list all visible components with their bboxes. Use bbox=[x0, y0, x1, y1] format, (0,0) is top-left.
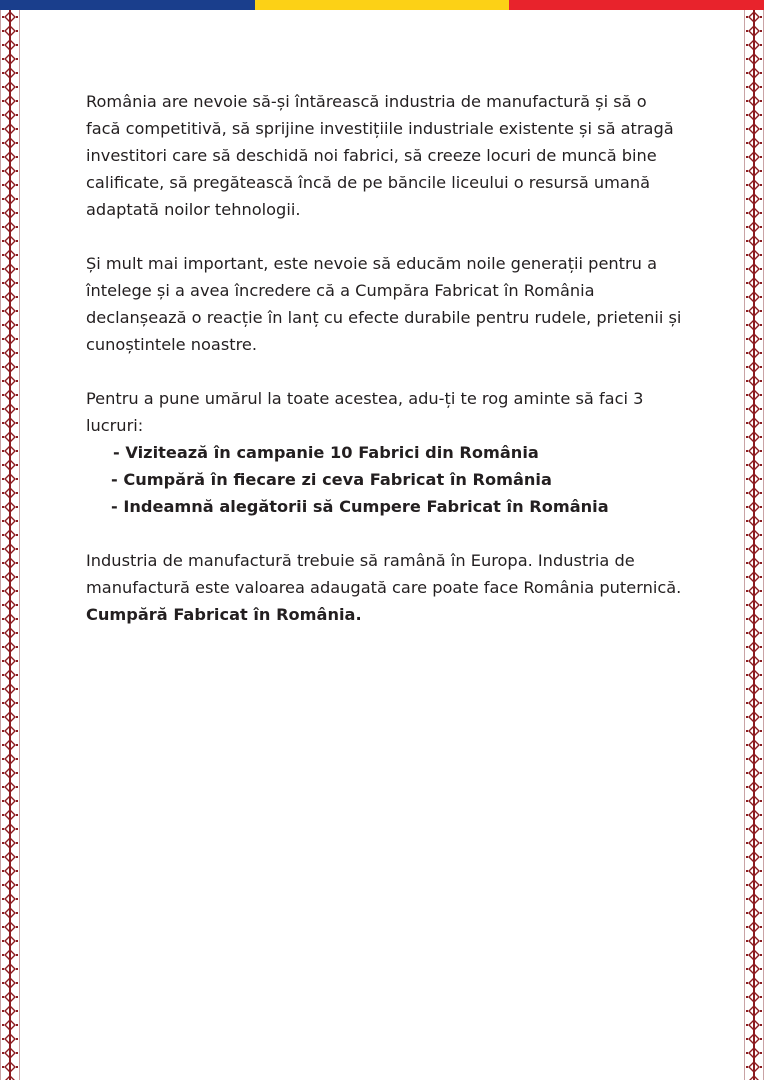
paragraph-industry-needs: România are nevoie să-și întărească industria de manufactură și să o facă competitivă, să sprijine investițiile industriale existente și să atragă investitori care să deschidă noi fabrici, să creeze locuri de muncă bine calificate, să pregătească încă de pe băncile liceului o resursă umană adaptată noilor tehnologii. bbox=[86, 92, 674, 219]
paragraph-three-things: Pentru a pune umărul la toate acestea, adu-ți te rog aminte să faci 3 lucruri: bbox=[86, 389, 644, 435]
right-folk-border bbox=[744, 10, 764, 1080]
flag-red-stripe bbox=[509, 0, 764, 10]
document-body bbox=[86, 88, 686, 628]
paragraph-manufacturing-europe: Industria de manufactură trebuie să ramână în Europa. Industria de manufactură este valoarea adaugată care poate face România puternică. bbox=[86, 551, 682, 597]
closing-slogan: Cumpără Fabricat în România. bbox=[86, 605, 362, 624]
list-item: - Indeamnă alegătorii să Cumpere Fabricat în România bbox=[111, 497, 609, 516]
list-item: - Cumpără în fiecare zi ceva Fabricat în România bbox=[111, 470, 552, 489]
flag-blue-stripe bbox=[0, 0, 255, 10]
left-folk-border bbox=[0, 10, 20, 1080]
tricolor-flag-bar bbox=[0, 0, 764, 10]
paragraph-educate-generations: Și mult mai important, este nevoie să educăm noile generații pentru a întelege și a avea încredere că a Cumpăra Fabricat în România declanșează o reacție în lanț cu efecte durabile pentru rudele, prietenii și cunoștintele noastre. bbox=[86, 254, 682, 354]
paragraph-spacer bbox=[86, 223, 686, 250]
flag-yellow-stripe bbox=[255, 0, 510, 10]
action-list bbox=[86, 439, 686, 520]
paragraph-spacer bbox=[86, 358, 686, 385]
list-item: - Vizitează în campanie 10 Fabrici din România bbox=[113, 443, 539, 462]
paragraph-spacer bbox=[86, 520, 686, 547]
